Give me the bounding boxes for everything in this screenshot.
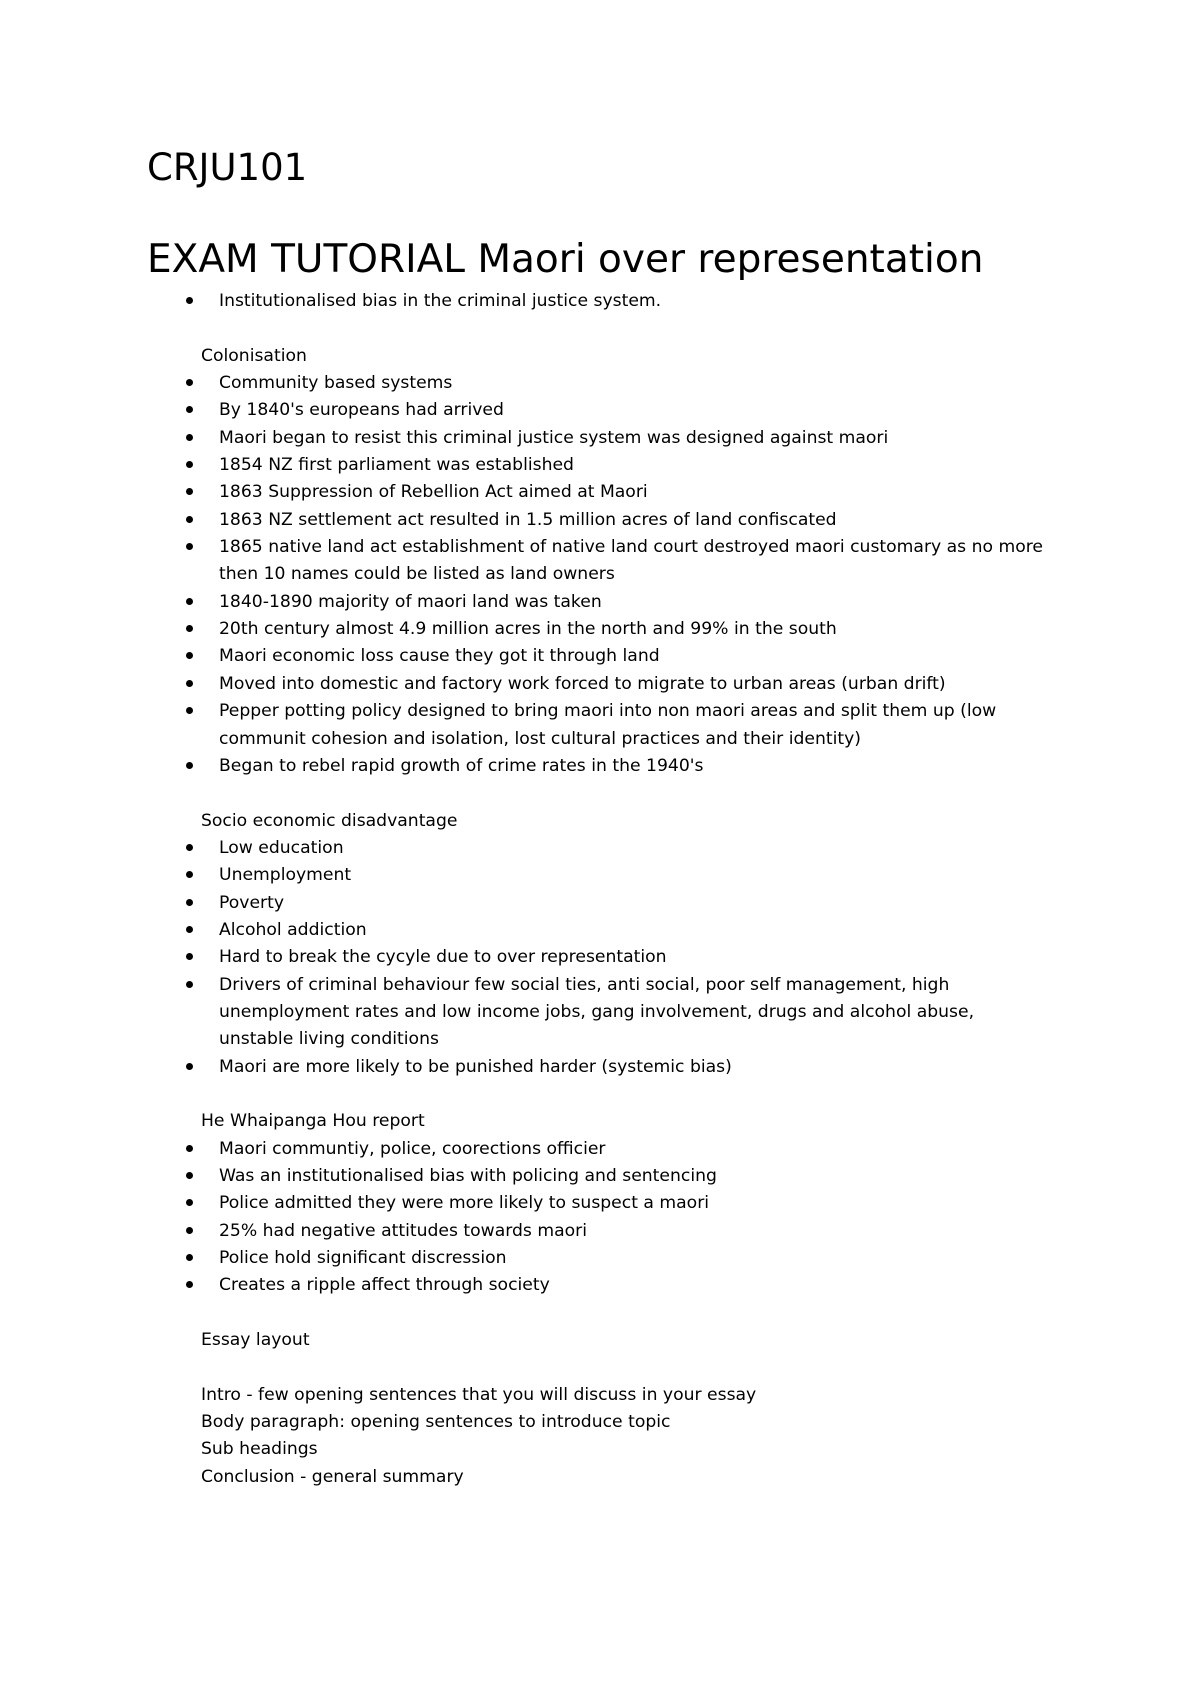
spacer xyxy=(0,1354,1200,1381)
spacer xyxy=(0,315,1200,342)
list-item: 1854 NZ first parliament was established xyxy=(0,452,1200,479)
list-item: Maori are more likely to be punished harder (systemic bias) xyxy=(0,1054,1200,1081)
list-item: Low education xyxy=(0,835,1200,862)
colonisation-bullet-list xyxy=(0,370,1200,780)
list-item: Hard to break the cycyle due to over representation xyxy=(0,944,1200,971)
essay-line-conclusion: Conclusion - general summary xyxy=(201,1466,464,1487)
list-item: Began to rebel rapid growth of crime rates in the 1940's xyxy=(0,753,1200,780)
report-bullet-list xyxy=(0,1136,1200,1300)
list-item: Pepper potting policy designed to bring maori into non maori areas and split them up (low communit cohesion and isolation, lost cultural practices and their identity) xyxy=(0,698,1200,753)
list-item: Was an institutionalised bias with policing and sentencing xyxy=(0,1163,1200,1190)
socio-economic-bullet-list xyxy=(0,835,1200,1081)
list-item: Community based systems xyxy=(0,370,1200,397)
list-item: Moved into domestic and factory work forced to migrate to urban areas (urban drift) xyxy=(0,671,1200,698)
list-item: By 1840's europeans had arrived xyxy=(0,397,1200,424)
list-item: 25% had negative attitudes towards maori xyxy=(0,1218,1200,1245)
list-item: Police admitted they were more likely to suspect a maori xyxy=(0,1190,1200,1217)
spacer xyxy=(0,780,1200,807)
section-heading-colonisation: Colonisation xyxy=(201,345,307,366)
section-heading-essay-layout: Essay layout xyxy=(201,1330,310,1351)
spacer xyxy=(0,1081,1200,1108)
essay-line-body: Body paragraph: opening sentences to introduce topic xyxy=(201,1412,671,1433)
list-item: Unemployment xyxy=(0,862,1200,889)
intro-bullet-list xyxy=(0,288,1200,315)
list-item: Maori communtiy, police, coorections officier xyxy=(0,1136,1200,1163)
list-item: Alcohol addiction xyxy=(0,917,1200,944)
list-item: 20th century almost 4.9 million acres in the north and 99% in the south xyxy=(0,616,1200,643)
list-item: 1865 native land act establishment of native land court destroyed maori customary as no more then 10 names could be listed as land owners xyxy=(0,534,1200,589)
document-body xyxy=(0,288,1200,1491)
spacer xyxy=(0,1300,1200,1327)
list-item: Creates a ripple affect through society xyxy=(0,1272,1200,1299)
list-item: Drivers of criminal behaviour few social ties, anti social, poor self management, high unemployment rates and low income jobs, gang involvement, drugs and alcohol abuse, unstable living conditions xyxy=(0,972,1200,1054)
list-item: Police hold significant discression xyxy=(0,1245,1200,1272)
document-title: EXAM TUTORIAL Maori over representation xyxy=(147,237,984,282)
list-item: Maori began to resist this criminal justice system was designed against maori xyxy=(0,425,1200,452)
list-item: Poverty xyxy=(0,890,1200,917)
essay-line-subheadings: Sub headings xyxy=(201,1439,318,1460)
section-heading-socio-economic: Socio economic disadvantage xyxy=(201,810,458,831)
list-item: 1840-1890 majority of maori land was taken xyxy=(0,589,1200,616)
list-item: Institutionalised bias in the criminal justice system. xyxy=(0,288,1200,315)
list-item: 1863 NZ settlement act resulted in 1.5 million acres of land confiscated xyxy=(0,507,1200,534)
course-code: CRJU101 xyxy=(147,146,308,189)
section-heading-report: He Whaipanga Hou report xyxy=(201,1111,425,1132)
essay-line-intro: Intro - few opening sentences that you will discuss in your essay xyxy=(201,1384,757,1405)
list-item: 1863 Suppression of Rebellion Act aimed at Maori xyxy=(0,479,1200,506)
list-item: Maori economic loss cause they got it through land xyxy=(0,643,1200,670)
